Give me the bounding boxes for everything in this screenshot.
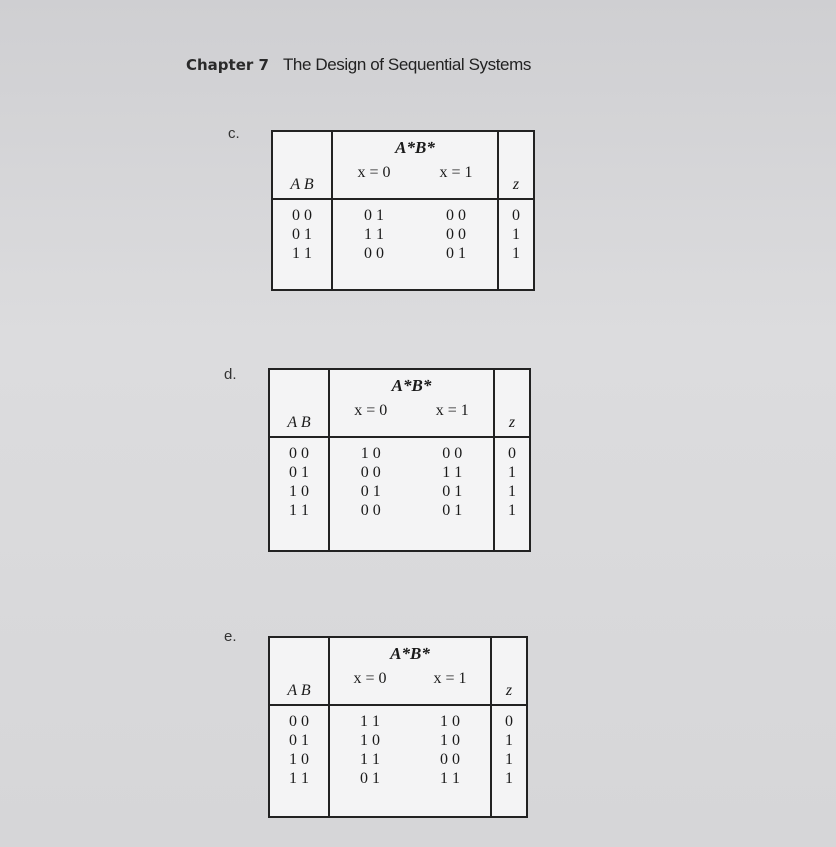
next-state-label: A*B*: [395, 138, 435, 157]
z-header: z: [492, 638, 526, 706]
cell-x0: 0 0: [360, 464, 381, 481]
cell-z: 1: [505, 751, 513, 768]
x1-column: [440, 712, 460, 816]
cell-ab: 0 0: [289, 713, 309, 730]
part-label-c: c.: [228, 125, 240, 142]
cell-x0: 0 1: [360, 770, 380, 787]
cell-x1: 0 0: [440, 751, 460, 768]
z-column: [499, 200, 533, 289]
chapter-title: The Design of Sequential Systems: [282, 55, 531, 74]
z-column: [492, 706, 526, 816]
cell-x0: 1 0: [360, 445, 381, 462]
cell-z: 0: [512, 207, 520, 224]
page-header: [186, 55, 531, 75]
x0-column: [361, 444, 381, 550]
cell-x0: 1 1: [364, 226, 384, 243]
x1-header: x = 1: [433, 670, 467, 687]
cell-x1: 0 1: [446, 245, 466, 262]
cell-z: 1: [512, 245, 520, 262]
cell-x1: 0 0: [446, 207, 466, 224]
state-table-d: [268, 368, 531, 552]
z-column: [495, 438, 529, 550]
x1-column: [442, 444, 462, 550]
cell-x1: 1 1: [442, 464, 463, 481]
chapter-number: Chapter 7: [186, 56, 269, 74]
cell-x1: 0 1: [442, 502, 463, 519]
next-state-header: [333, 132, 499, 200]
cell-x0: 0 0: [360, 502, 381, 519]
next-state-header: [330, 370, 495, 438]
x0-column: [360, 712, 380, 816]
next-state-header: [330, 638, 492, 706]
cell-x1: 1 0: [440, 732, 460, 749]
next-state-body: [330, 438, 495, 550]
x0-header: x = 0: [354, 402, 388, 419]
cell-x1: 0 1: [442, 483, 463, 500]
cell-x1: 0 0: [446, 226, 466, 243]
x0-header: x = 0: [357, 164, 391, 181]
cell-x0: 0 0: [364, 245, 384, 262]
next-state-label: A*B*: [391, 376, 432, 395]
cell-x0: 1 1: [360, 713, 380, 730]
cell-x0: 1 1: [360, 751, 380, 768]
x0-header: x = 0: [353, 670, 387, 687]
x1-header: x = 1: [435, 402, 469, 419]
x0-column: [364, 206, 384, 289]
ab-column: [270, 706, 330, 816]
cell-z: 1: [508, 483, 516, 500]
cell-z: 1: [512, 226, 520, 243]
cell-z: 0: [505, 713, 513, 730]
ab-header: A B: [270, 370, 330, 438]
cell-ab: 1 1: [289, 502, 309, 519]
cell-x0: 0 1: [364, 207, 384, 224]
next-state-body: [333, 200, 499, 289]
cell-ab: 1 0: [289, 751, 309, 768]
ab-column: [273, 200, 333, 289]
next-state-body: [330, 706, 492, 816]
cell-z: 1: [505, 732, 513, 749]
z-header: z: [499, 132, 533, 200]
x1-header: x = 1: [439, 164, 473, 181]
cell-ab: 1 0: [289, 483, 309, 500]
x1-column: [446, 206, 466, 289]
ab-header: A B: [273, 132, 333, 200]
cell-x1: 0 0: [442, 445, 463, 462]
cell-x0: 1 0: [360, 732, 380, 749]
cell-ab: 0 0: [289, 445, 309, 462]
cell-ab: 0 0: [292, 207, 312, 224]
cell-x1: 1 0: [440, 713, 460, 730]
part-label-d: d.: [224, 366, 237, 383]
cell-x0: 0 1: [360, 483, 381, 500]
state-table-c: [271, 130, 535, 291]
cell-ab: 1 1: [289, 770, 309, 787]
cell-z: 1: [508, 464, 516, 481]
cell-ab: 0 1: [289, 464, 309, 481]
next-state-label: A*B*: [390, 644, 430, 663]
ab-column: [270, 438, 330, 550]
cell-x1: 1 1: [440, 770, 460, 787]
cell-z: 0: [508, 445, 516, 462]
cell-ab: 0 1: [289, 732, 309, 749]
ab-header: A B: [270, 638, 330, 706]
z-header: z: [495, 370, 529, 438]
cell-ab: 0 1: [292, 226, 312, 243]
cell-z: 1: [505, 770, 513, 787]
cell-z: 1: [508, 502, 516, 519]
part-label-e: e.: [224, 628, 237, 645]
state-table-e: [268, 636, 528, 818]
cell-ab: 1 1: [292, 245, 312, 262]
